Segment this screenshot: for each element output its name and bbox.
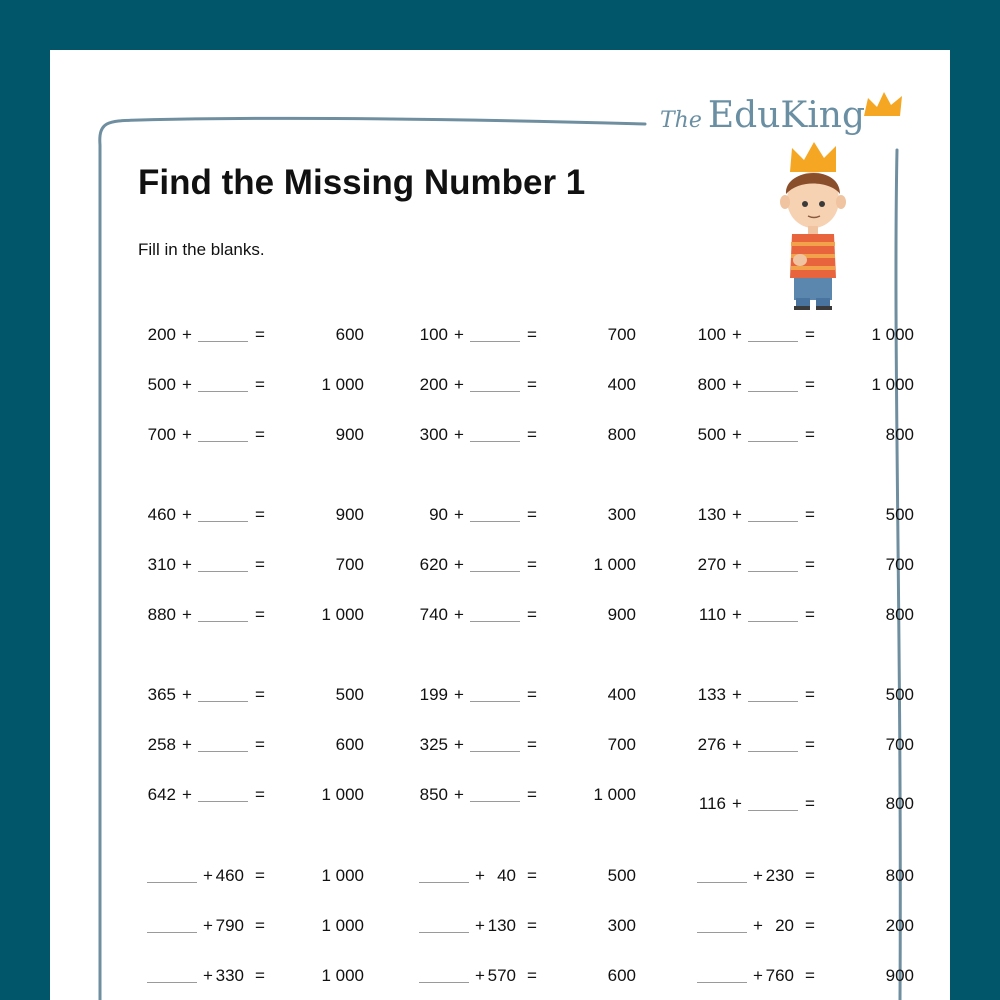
sum-total: 600 (607, 966, 636, 985)
answer-blank[interactable] (748, 341, 798, 342)
sum-total: 1 000 (321, 866, 364, 885)
equals-sign: = (805, 685, 815, 704)
equals-sign: = (527, 375, 537, 394)
answer-blank[interactable] (470, 621, 520, 622)
answer-blank[interactable] (419, 932, 469, 933)
answer-blank[interactable] (697, 932, 747, 933)
known-addend: 800 (697, 375, 726, 394)
equals-sign: = (527, 605, 537, 624)
plus-sign: + (732, 375, 742, 394)
plus-sign: + (182, 735, 192, 754)
plus-sign: + (454, 605, 464, 624)
known-addend: 40 (497, 866, 516, 885)
answer-blank[interactable] (198, 621, 248, 622)
answer-blank[interactable] (419, 982, 469, 983)
sum-total: 400 (607, 685, 636, 704)
sum-total: 800 (607, 425, 636, 444)
equals-sign: = (805, 325, 815, 344)
plus-sign: + (454, 685, 464, 704)
known-addend: 100 (697, 325, 726, 344)
equals-sign: = (527, 505, 537, 524)
equals-sign: = (527, 735, 537, 754)
sum-total: 800 (885, 794, 914, 813)
plus-sign: + (182, 605, 192, 624)
plus-sign: + (182, 555, 192, 574)
answer-blank[interactable] (748, 391, 798, 392)
worksheet-page (50, 50, 950, 1000)
sum-total: 300 (607, 505, 636, 524)
equals-sign: = (255, 375, 265, 394)
sum-total: 1 000 (871, 325, 914, 344)
answer-blank[interactable] (198, 701, 248, 702)
eduking-logo (660, 95, 865, 136)
plus-sign: + (454, 425, 464, 444)
equals-sign: = (255, 605, 265, 624)
known-addend: 700 (147, 425, 176, 444)
plus-sign: + (732, 505, 742, 524)
known-addend: 880 (147, 605, 176, 624)
equals-sign: = (255, 866, 265, 885)
known-addend: 500 (697, 425, 726, 444)
sum-total: 400 (607, 375, 636, 394)
answer-blank[interactable] (198, 341, 248, 342)
equals-sign: = (527, 685, 537, 704)
plus-sign: + (454, 785, 464, 804)
sum-total: 700 (335, 555, 364, 574)
sum-total: 1 000 (321, 605, 364, 624)
known-addend: 130 (487, 916, 516, 935)
answer-blank[interactable] (198, 441, 248, 442)
plus-sign: + (182, 425, 192, 444)
known-addend: 620 (419, 555, 448, 574)
boy-mascot-illustration (770, 142, 860, 310)
equals-sign: = (805, 425, 815, 444)
plus-sign: + (454, 735, 464, 754)
equals-sign: = (805, 966, 815, 985)
logo-the: The (660, 108, 702, 133)
known-addend: 760 (765, 966, 794, 985)
sum-total: 700 (885, 555, 914, 574)
plus-sign: + (732, 555, 742, 574)
sum-total: 1 000 (321, 375, 364, 394)
answer-blank[interactable] (198, 571, 248, 572)
answer-blank[interactable] (470, 701, 520, 702)
logo-crown-icon (860, 90, 908, 120)
answer-blank[interactable] (470, 341, 520, 342)
equals-sign: = (805, 605, 815, 624)
sum-total: 700 (607, 325, 636, 344)
sum-total: 600 (335, 325, 364, 344)
equals-sign: = (255, 785, 265, 804)
equals-sign: = (527, 555, 537, 574)
known-addend: 200 (147, 325, 176, 344)
sum-total: 300 (607, 916, 636, 935)
known-addend: 642 (147, 785, 176, 804)
known-addend: 133 (697, 685, 726, 704)
plus-sign: + (182, 325, 192, 344)
equals-sign: = (527, 866, 537, 885)
sum-total: 900 (607, 605, 636, 624)
known-addend: 460 (147, 505, 176, 524)
known-addend: 230 (765, 866, 794, 885)
answer-blank[interactable] (748, 441, 798, 442)
equals-sign: = (805, 794, 815, 813)
plus-sign: + (753, 916, 763, 935)
known-addend: 790 (215, 916, 244, 935)
equals-sign: = (805, 375, 815, 394)
equals-sign: = (255, 735, 265, 754)
sum-total: 500 (885, 685, 914, 704)
answer-blank[interactable] (147, 882, 197, 883)
sum-total: 1 000 (871, 375, 914, 394)
answer-blank[interactable] (697, 982, 747, 983)
known-addend: 330 (215, 966, 244, 985)
known-addend: 270 (697, 555, 726, 574)
sum-total: 1 000 (321, 966, 364, 985)
equals-sign: = (527, 785, 537, 804)
equals-sign: = (255, 685, 265, 704)
equals-sign: = (255, 425, 265, 444)
known-addend: 850 (419, 785, 448, 804)
sum-total: 1 000 (321, 916, 364, 935)
sum-total: 500 (335, 685, 364, 704)
known-addend: 570 (487, 966, 516, 985)
answer-blank[interactable] (198, 801, 248, 802)
equals-sign: = (805, 735, 815, 754)
sum-total: 500 (607, 866, 636, 885)
known-addend: 130 (697, 505, 726, 524)
answer-blank[interactable] (419, 882, 469, 883)
sum-total: 900 (885, 966, 914, 985)
equals-sign: = (527, 966, 537, 985)
known-addend: 310 (147, 555, 176, 574)
equals-sign: = (527, 425, 537, 444)
sum-total: 1 000 (593, 785, 636, 804)
known-addend: 116 (698, 794, 726, 813)
plus-sign: + (454, 555, 464, 574)
answer-blank[interactable] (198, 751, 248, 752)
equals-sign: = (805, 555, 815, 574)
plus-sign: + (475, 866, 485, 885)
plus-sign: + (203, 916, 213, 935)
answer-blank[interactable] (147, 932, 197, 933)
known-addend: 500 (147, 375, 176, 394)
sum-total: 600 (335, 735, 364, 754)
equals-sign: = (255, 966, 265, 985)
plus-sign: + (732, 325, 742, 344)
plus-sign: + (203, 966, 213, 985)
sum-total: 700 (607, 735, 636, 754)
equals-sign: = (255, 325, 265, 344)
known-addend: 460 (215, 866, 244, 885)
known-addend: 365 (147, 685, 176, 704)
answer-blank[interactable] (748, 751, 798, 752)
sum-total: 900 (335, 425, 364, 444)
plus-sign: + (454, 505, 464, 524)
known-addend: 20 (775, 916, 794, 935)
sum-total: 500 (885, 505, 914, 524)
known-addend: 199 (419, 685, 448, 704)
plus-sign: + (732, 735, 742, 754)
sum-total: 800 (885, 425, 914, 444)
known-addend: 276 (697, 735, 726, 754)
answer-blank[interactable] (697, 882, 747, 883)
known-addend: 90 (429, 505, 448, 524)
equals-sign: = (805, 866, 815, 885)
plus-sign: + (182, 685, 192, 704)
plus-sign: + (203, 866, 213, 885)
plus-sign: + (732, 794, 742, 813)
known-addend: 258 (147, 735, 176, 754)
known-addend: 740 (419, 605, 448, 624)
sum-total: 200 (885, 916, 914, 935)
answer-blank[interactable] (470, 751, 520, 752)
known-addend: 325 (419, 735, 448, 754)
equals-sign: = (255, 555, 265, 574)
logo-brand: EduKing (707, 95, 866, 136)
answer-blank[interactable] (748, 701, 798, 702)
sum-total: 800 (885, 605, 914, 624)
answer-blank[interactable] (470, 571, 520, 572)
answer-blank[interactable] (470, 521, 520, 522)
plus-sign: + (475, 966, 485, 985)
sum-total: 1 000 (593, 555, 636, 574)
answer-blank[interactable] (748, 621, 798, 622)
plus-sign: + (182, 505, 192, 524)
plus-sign: + (753, 866, 763, 885)
plus-sign: + (753, 966, 763, 985)
equals-sign: = (527, 325, 537, 344)
equals-sign: = (255, 505, 265, 524)
plus-sign: + (732, 685, 742, 704)
plus-sign: + (732, 605, 742, 624)
plus-sign: + (182, 785, 192, 804)
plus-sign: + (475, 916, 485, 935)
answer-blank[interactable] (748, 810, 798, 811)
plus-sign: + (454, 375, 464, 394)
equals-sign: = (255, 916, 265, 935)
known-addend: 200 (419, 375, 448, 394)
known-addend: 110 (698, 605, 726, 624)
answer-blank[interactable] (470, 801, 520, 802)
equals-sign: = (805, 916, 815, 935)
answer-blank[interactable] (147, 982, 197, 983)
worksheet-instructions: Fill in the blanks. (138, 240, 265, 259)
known-addend: 300 (419, 425, 448, 444)
plus-sign: + (732, 425, 742, 444)
equals-sign: = (805, 505, 815, 524)
answer-blank[interactable] (470, 391, 520, 392)
answer-blank[interactable] (748, 571, 798, 572)
sum-total: 700 (885, 735, 914, 754)
answer-blank[interactable] (748, 521, 798, 522)
known-addend: 100 (419, 325, 448, 344)
plus-sign: + (454, 325, 464, 344)
sum-total: 1 000 (321, 785, 364, 804)
equals-sign: = (527, 916, 537, 935)
sum-total: 900 (335, 505, 364, 524)
sum-total: 800 (885, 866, 914, 885)
answer-blank[interactable] (470, 441, 520, 442)
answer-blank[interactable] (198, 391, 248, 392)
answer-blank[interactable] (198, 521, 248, 522)
worksheet-title: Find the Missing Number 1 (138, 163, 586, 202)
plus-sign: + (182, 375, 192, 394)
